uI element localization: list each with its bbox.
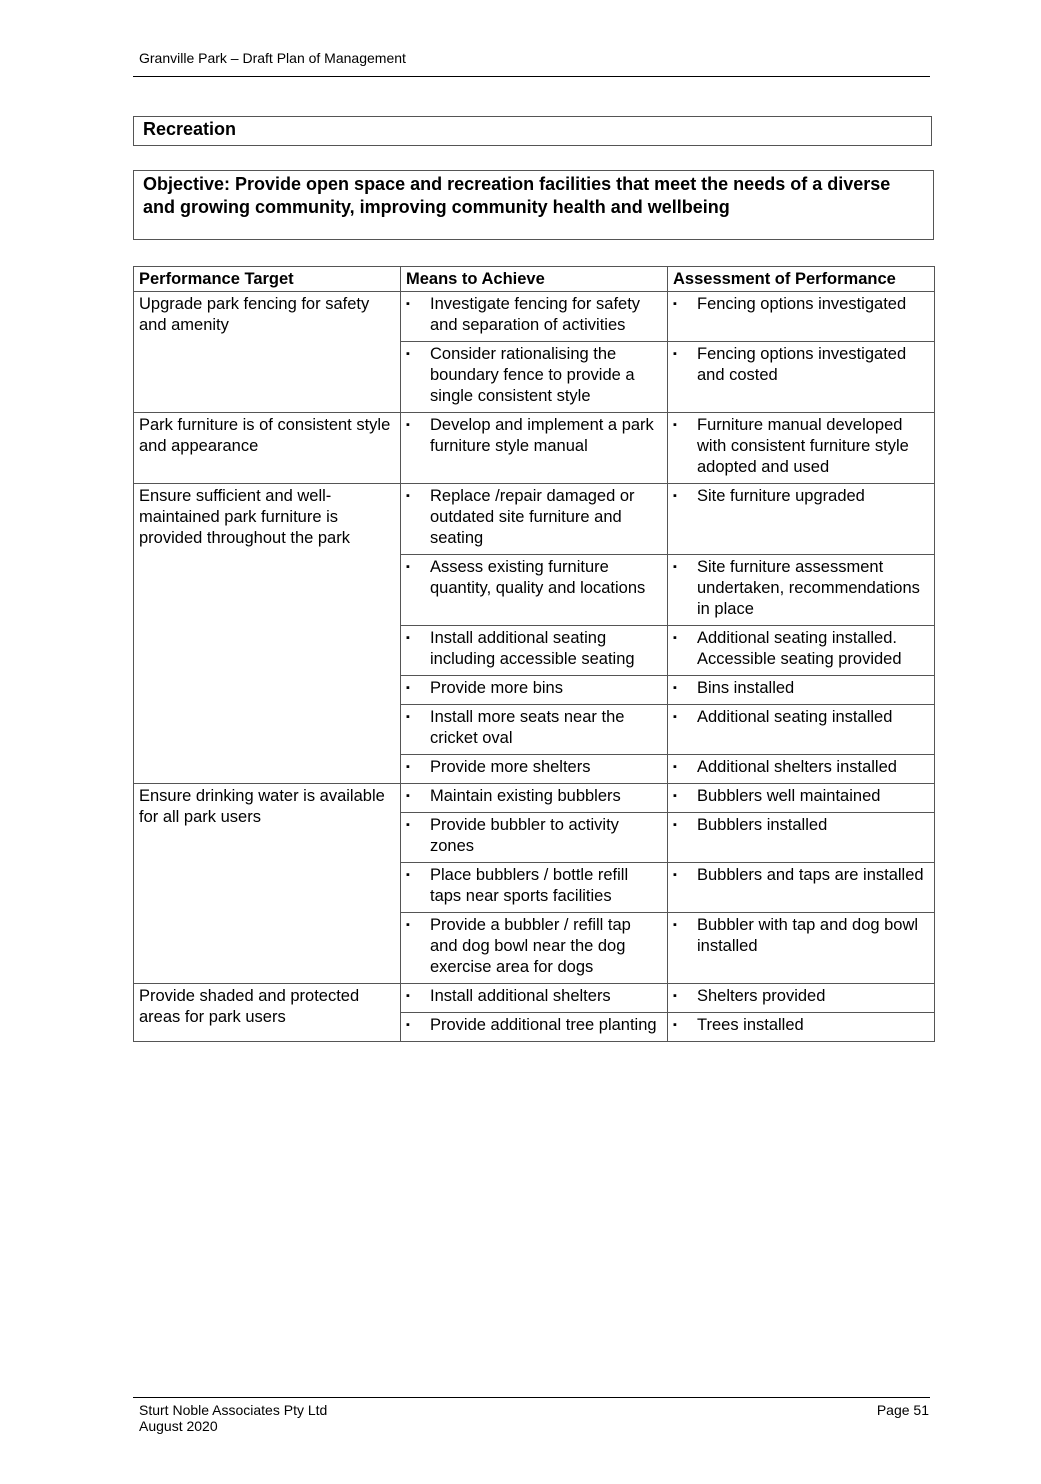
means-cell (401, 813, 668, 863)
table-row (134, 413, 935, 484)
assessment-text: Fencing options investigated (697, 295, 907, 313)
table-body (134, 292, 935, 1042)
footer-divider (133, 1397, 930, 1398)
bullet-icon: ▪ (673, 682, 677, 694)
means-cell (401, 863, 668, 913)
column-header: Means to Achieve (401, 267, 668, 292)
means-cell (401, 984, 668, 1013)
performance-target-cell: Upgrade park fencing for safety and amenity (134, 292, 401, 413)
bullet-icon: ▪ (406, 869, 410, 881)
assessment-cell (668, 484, 935, 555)
means-text: Provide more shelters (430, 758, 591, 776)
table-row (134, 784, 935, 813)
bullet-icon: ▪ (673, 761, 677, 773)
bullet-icon: ▪ (673, 1019, 677, 1031)
performance-target-cell: Park furniture is of consistent style and appearance (134, 413, 401, 484)
means-text: Investigate fencing for safety and separation of activities (430, 295, 641, 334)
assessment-text: Additional seating installed. Accessible seating provided (697, 629, 902, 668)
performance-table (133, 266, 935, 1042)
assessment-cell (668, 676, 935, 705)
assessment-cell (668, 913, 935, 984)
means-cell (401, 413, 668, 484)
means-text: Install more seats near the cricket oval (430, 708, 625, 747)
bullet-icon: ▪ (406, 790, 410, 802)
means-text: Assess existing furniture quantity, quality and locations (430, 558, 646, 597)
assessment-cell (668, 626, 935, 676)
table-row (134, 984, 935, 1013)
assessment-text: Shelters provided (697, 987, 826, 1005)
page-number: Page 51 (876, 1402, 929, 1418)
assessment-cell (668, 863, 935, 913)
bullet-icon: ▪ (406, 490, 410, 502)
bullet-icon: ▪ (673, 561, 677, 573)
means-text: Provide more bins (430, 679, 563, 697)
bullet-icon: ▪ (406, 990, 410, 1002)
section-title: Recreation (133, 116, 932, 146)
assessment-text: Bubblers installed (697, 816, 828, 834)
means-cell (401, 484, 668, 555)
assessment-text: Bubbler with tap and dog bowl installed (697, 916, 919, 955)
performance-target-cell: Ensure sufficient and well-maintained park furniture is provided throughout the park (134, 484, 401, 784)
assessment-cell (668, 784, 935, 813)
assessment-text: Bubblers and taps are installed (697, 866, 924, 884)
assessment-cell (668, 342, 935, 413)
assessment-text: Site furniture upgraded (697, 487, 865, 505)
bullet-icon: ▪ (406, 819, 410, 831)
assessment-text: Trees installed (697, 1016, 804, 1034)
means-text: Install additional seating including accessible seating (430, 629, 635, 668)
performance-target-cell: Ensure drinking water is available for all park users (134, 784, 401, 984)
means-text: Develop and implement a park furniture style manual (430, 416, 654, 455)
bullet-icon: ▪ (673, 790, 677, 802)
bullet-icon: ▪ (406, 348, 410, 360)
bullet-icon: ▪ (673, 711, 677, 723)
bullet-icon: ▪ (406, 682, 410, 694)
assessment-cell (668, 984, 935, 1013)
bullet-icon: ▪ (673, 819, 677, 831)
means-text: Replace /repair damaged or outdated site furniture and seating (430, 487, 635, 547)
bullet-icon: ▪ (673, 990, 677, 1002)
means-cell (401, 705, 668, 755)
means-text: Provide additional tree planting (430, 1016, 657, 1034)
bullet-icon: ▪ (673, 419, 677, 431)
bullet-icon: ▪ (673, 632, 677, 644)
means-text: Provide a bubbler / refill tap and dog bowl near the dog exercise area for dogs (430, 916, 631, 976)
assessment-text: Fencing options investigated and costed (697, 345, 907, 384)
bullet-icon: ▪ (406, 632, 410, 644)
bullet-icon: ▪ (673, 919, 677, 931)
assessment-cell (668, 755, 935, 784)
means-text: Maintain existing bubblers (430, 787, 621, 805)
assessment-cell (668, 413, 935, 484)
table-row (134, 484, 935, 555)
means-cell (401, 676, 668, 705)
means-cell (401, 913, 668, 984)
means-cell (401, 555, 668, 626)
footer-info (139, 1402, 327, 1434)
bullet-icon: ▪ (406, 1019, 410, 1031)
assessment-text: Furniture manual developed with consistent furniture style adopted and used (697, 416, 909, 476)
bullet-icon: ▪ (406, 761, 410, 773)
table-row (134, 292, 935, 342)
performance-target-cell: Provide shaded and protected areas for park users (134, 984, 401, 1042)
bullet-icon: ▪ (673, 869, 677, 881)
assessment-cell (668, 813, 935, 863)
footer-company: Sturt Noble Associates Pty Ltd (139, 1402, 328, 1418)
means-cell (401, 342, 668, 413)
objective-statement: Objective: Provide open space and recreation facilities that meet the needs of a diverse and growing community, improving community health and wellbeing (133, 170, 934, 240)
header-divider (133, 76, 930, 77)
column-header: Assessment of Performance (668, 267, 935, 292)
column-header: Performance Target (134, 267, 401, 292)
assessment-text: Additional seating installed (697, 708, 893, 726)
means-cell (401, 292, 668, 342)
table-header-row (134, 267, 935, 292)
bullet-icon: ▪ (406, 298, 410, 310)
means-cell (401, 755, 668, 784)
bullet-icon: ▪ (673, 348, 677, 360)
assessment-cell (668, 292, 935, 342)
footer-date: August 2020 (139, 1418, 218, 1434)
assessment-text: Bins installed (697, 679, 795, 697)
means-text: Install additional shelters (430, 987, 611, 1005)
means-cell (401, 784, 668, 813)
bullet-icon: ▪ (406, 919, 410, 931)
means-cell (401, 626, 668, 676)
assessment-cell (668, 1013, 935, 1042)
assessment-text: Bubblers well maintained (697, 787, 881, 805)
bullet-icon: ▪ (406, 561, 410, 573)
page-header: Granville Park – Draft Plan of Management (139, 50, 406, 66)
bullet-icon: ▪ (406, 711, 410, 723)
assessment-text: Site furniture assessment undertaken, recommendations in place (697, 558, 920, 618)
bullet-icon: ▪ (673, 490, 677, 502)
means-text: Consider rationalising the boundary fence to provide a single consistent style (430, 345, 635, 405)
bullet-icon: ▪ (406, 419, 410, 431)
assessment-text: Additional shelters installed (697, 758, 897, 776)
means-text: Place bubblers / bottle refill taps near sports facilities (430, 866, 629, 905)
bullet-icon: ▪ (673, 298, 677, 310)
assessment-cell (668, 705, 935, 755)
assessment-cell (668, 555, 935, 626)
means-text: Provide bubbler to activity zones (430, 816, 619, 855)
means-cell (401, 1013, 668, 1042)
